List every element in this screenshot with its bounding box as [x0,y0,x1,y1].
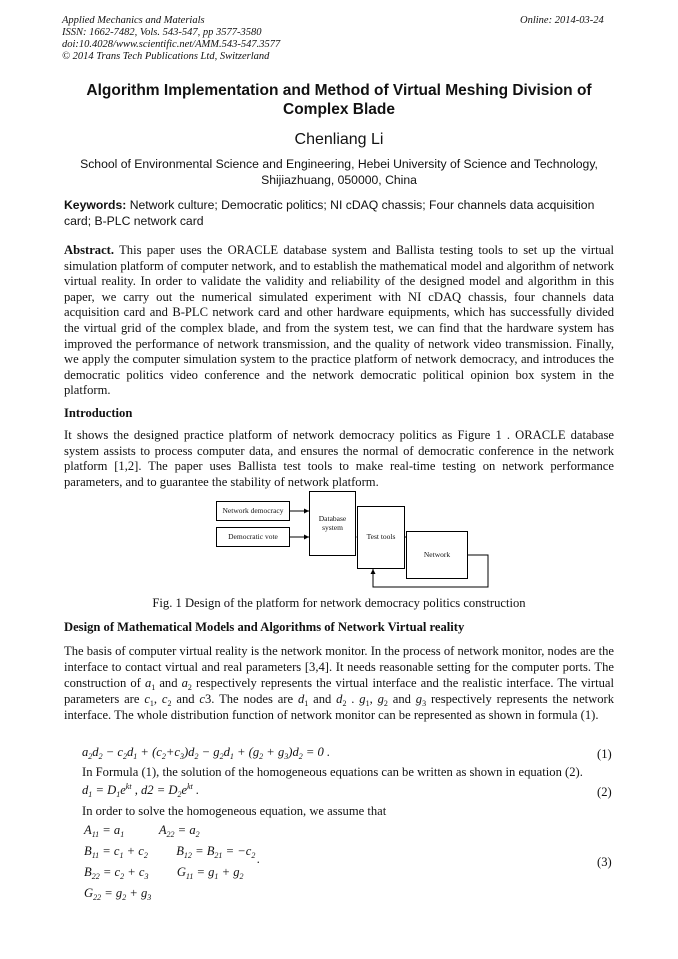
formula-3-row-3: $B_{22} = c_2 + c_3$ $G_{11} = g_1 + g_2$ [84,865,244,881]
copyright: © 2014 Trans Tech Publications Ltd, Switzerland [62,51,270,62]
affiliation: School of Environmental Science and Engineering, Hebei University of Science and Technology, Shijiazhuang, 050000, China [80,157,598,187]
formula-3-row-2: $B_{11} = c_1 + c_2$ $B_{12} = B_{21} = -c_2$ [84,844,256,860]
formula-3-row-4: $G_{22} = g_2 + g_3$ [84,886,152,902]
formula-1-number: (1) [597,747,612,761]
design-heading: Design of Mathematical Models and Algorithms of Network Virtual reality [64,620,465,634]
design-text-4: . The nodes are [211,692,294,706]
box-network-democracy: Network democracy [216,501,290,521]
design-and-1: and [159,676,178,690]
after-formula-2: In order to solve the homogeneous equation, we assume that [82,804,387,818]
design-text-2: respectively represents the virtual interface and the [196,676,459,690]
box-democratic-vote: Democratic vote [216,527,290,547]
journal-name: Applied Mechanics and Materials [62,15,205,26]
formula-2-number: (2) [597,785,612,799]
design-text-5: respectively represents the network interface. The whole distribution function of network monitor can be represented as shown in formula (1). [64,692,615,722]
design-and-2: and [313,692,332,706]
keywords [64,198,614,229]
abstract-text: This paper uses the ORACLE database system and Ballista testing tools to set up the virtual simulation platform of computer network, and to establish the mathematical model and algorithm of network virtual reality. In order to validate the validity and reliability of the designed model and algorithm in this paper, we carry out the numerical simulated experiment with NI cDAQ chassis, four channels data acquisition card and B-PLC network card and other hardware equipments, which has successfully divided the virtual grid of the complex blade, and from the system test, we can find that the hardware system has improved the performance of network transmission, and the quality of network video transmission. Finally, we apply the computer simulation system to the practice platform of network democracy, and introduces the democratic politics video conference and the network democratic political opinion box system in the platform. [64,243,614,398]
keywords-text: Network culture; Democratic politics; NI cDAQ chassis; Four channels data acquisition card; B-PLC network card [64,198,595,228]
box-test-tools: Test tools [357,506,405,569]
abstract [64,243,614,399]
doi: doi:10.4028/www.scientific.net/AMM.543-547.3577 [62,39,281,50]
box-database-system: Database system [309,491,356,556]
keywords-label: Keywords: [64,198,127,212]
figure-caption: Fig. 1 Design of the platform for network democracy politics construction [152,596,526,610]
formula-3-number: (3) [597,855,612,869]
paper-title: Algorithm Implementation and Method of Virtual Meshing Division of Complex Blade [86,82,592,118]
feedback-loop [373,555,488,587]
formula-1: $a_2d_2 - c_2d_1 + (c_2+c_3)d_2 - g_2d_1 + (g_2 + g_3)d_2 = 0$ . [82,745,331,761]
box-network: Network [406,531,468,579]
issn: ISSN: 1662-7482, Vols. 543-547, pp 3577-3580 [62,27,262,38]
design-text-1: The basis of computer virtual reality is the network monitor. In the process of network monitor, nodes are the interface to contact virtual and real parameters [3,4]. It needs reasonable setting for the computer ports. The construction of [64,644,614,690]
author-name: Chenliang Li [294,131,384,148]
design-and-3: and [392,692,411,706]
after-formula-1: In Formula (1), the solution of the homogeneous equations can be written as shown in equation (2). [82,765,583,779]
design-paragraph: The basis of computer virtual reality is the network monitor. In the process of network monitor, nodes are the interface to contact virtual and real parameters [3,4]. It needs reasonable setting for the computer ports. The construction of $a_1$ and $a_2$ respectively represents the virtual interface and the realistic interface. The virtual parameters are $c_1$, $c_2$ and c3. The nodes are $d_1$ and $d_2$ . $g_1$, $g_2$ and $g_3$ respectively represents the network interface. The whole distribution function of network monitor can be represented as shown in formula (1). [64,644,615,722]
introduction-text: It shows the designed practice platform of network democracy politics as Figure 1 . ORACLE database system assists to process computer data, and ensures the normal of democratic conference in the network platform [1,2]. The paper uses Ballista test tools to make real-time testing on network performance parameters, and to guarantee the stability of network platform. [64,428,614,489]
introduction-heading: Introduction [64,406,133,420]
formula-3-period: . [257,852,261,866]
abstract-label: Abstract. [64,243,115,257]
formula-2: $d_1 = D_1e^{kt}$ , $d2 = D_2e^{kt}$ . [82,782,200,799]
online-date: Online: 2014-03-24 [520,15,604,26]
formula-3-row-1: $A_{11} = a_1$ $A_{22} = a_2$ [84,823,200,839]
design-text-3: realistic interface. The virtual parameters are [64,676,614,706]
